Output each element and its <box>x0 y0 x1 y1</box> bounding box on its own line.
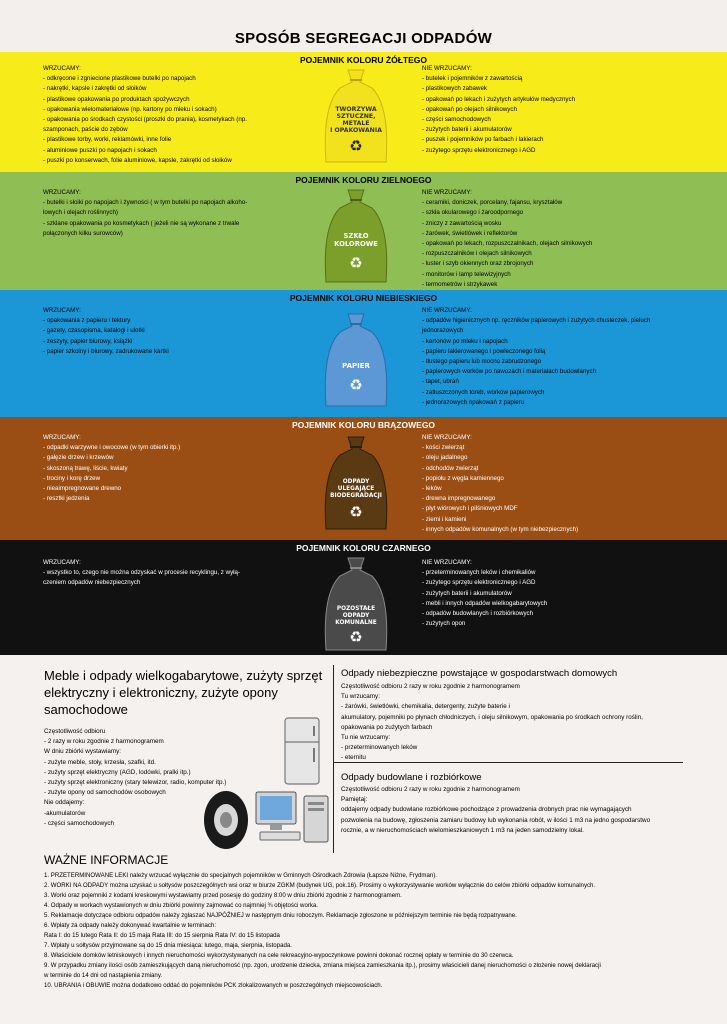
heading-line: samochodowe <box>44 702 128 717</box>
list-item: - trociny i korę drzew <box>43 474 101 482</box>
tire-icon <box>200 788 252 852</box>
list-item: - opakowania z papieru i tektury <box>43 317 131 325</box>
bag-label: PAPIER <box>342 362 370 370</box>
list-item: - resztki jedzenia <box>43 495 90 503</box>
bag-label: KOLOROWE <box>334 240 378 248</box>
list-item: - aluminiowe puszki po napojach i sokach <box>43 146 157 154</box>
throw-label: WRZUCAMY: <box>43 189 81 196</box>
black-bag-icon <box>320 554 392 656</box>
text-line: - zużyte meble, stoły, krzesła, szafki, itd. <box>44 758 156 766</box>
bag-label: ODPADY <box>342 613 370 619</box>
list-item: - zużytych opon <box>422 620 466 628</box>
section-green <box>0 172 727 290</box>
list-item: połączonych kilku surowców) <box>43 229 123 237</box>
green-bag-icon <box>320 186 392 288</box>
list-item: - plastikowe opakowania po produktach spożywczych <box>43 95 190 103</box>
text-line: Częstotliwość odbioru 2 razy w roku zgodnie z harmonogramem <box>341 683 520 690</box>
throw-label: WRZUCAMY: <box>43 307 81 314</box>
list-item: - butelki i słoiki po napojach i żywności ( w tym butelki po napojach alkoho- <box>43 199 248 207</box>
text-line: Pamiętaj: <box>341 796 368 804</box>
list-item: - plastikowych zabawek <box>422 85 487 93</box>
text-line: oddajemy odpady budowlane rozbiórkowe pochodzące z prowadzenia drobnych prac nie wymagających <box>341 806 632 814</box>
text-line: rocznie, a w nieruchomościach wielomieszkaniowych 1 m3 na jeden samodzielny lokal. <box>341 826 584 834</box>
no-throw-label: NIE WRZUCAMY: <box>422 559 472 566</box>
list-item: - opakowania wielomateriałowe (np. kartony po mleku i sokach) <box>43 105 217 113</box>
list-item: - odpadów higienicznych np. ręczników papierowych i zużytych chusteczek, pieluch <box>422 317 651 325</box>
list-item: 9. W przypadku zmiany ilości osób zamieszkujących daną nieruchomość (np. zgon, urodzenie dziecka, zmiana miejsca zamieszkania itp.), prosimy właścicieli danej nieruchomości o złożenie nowej deklaracji <box>44 962 601 969</box>
text-line: - 2 razy w roku zgodnie z harmonogramem <box>44 738 164 746</box>
list-item: - żarówek, świetlówek i reflektorów <box>422 229 518 237</box>
bag-label: BIODEGRADACJI <box>330 493 382 499</box>
no-throw-label: NIE WRZUCAMY: <box>422 65 472 72</box>
list-item: - wszystko to, czego nie można odzyskać w procesie recyklingu, z wyłą- <box>43 569 241 577</box>
bag-label: I OPAKOWANIA <box>330 127 382 134</box>
text-line: Tu nie wrzucamy: <box>341 734 391 742</box>
bag-label: ULEGAJĄCE <box>337 486 375 492</box>
info-list <box>44 871 714 991</box>
text-line: opakowania po zużytych farbach <box>341 723 433 731</box>
list-item: - szklane opakowania po kosmetykach ( jeżeli nie są wykonane z trwale <box>43 219 240 227</box>
throw-label: WRZUCAMY: <box>43 434 81 441</box>
list-item: - zeszyty, papier biurowy, książki <box>43 337 133 345</box>
bag-label: TWORZYWA <box>335 106 377 113</box>
list-item: - mebli i innych odpadów wielkogabarytowych <box>422 599 548 607</box>
list-item: - zatłuszczonych toreb, worków papierowych <box>422 388 545 396</box>
text-line: - zużyty sprzęt elektryczny (AGD, lodówki, pralki itp.) <box>44 768 191 776</box>
bulky-heading <box>44 667 329 718</box>
text-line: Częstotliwość odbioru 2 razy w roku zgodnie z harmonogramem <box>341 786 520 793</box>
no-throw-label: NIE WRZUCAMY: <box>422 434 472 441</box>
list-item: - monitorów i lamp telewizyjnych <box>422 270 511 278</box>
no-throw-label: NIE WRZUCAMY: <box>422 307 472 314</box>
throw-list <box>43 433 313 504</box>
no-throw-list <box>422 64 722 156</box>
section-header: POJEMNIK KOLORU ŻÓŁTEGO <box>299 55 428 65</box>
throw-label: WRZUCAMY: <box>43 65 81 72</box>
section-header: POJEMNIK KOLORU ZIELNOEGO <box>295 175 432 185</box>
list-item: - rozpuszczalników i olejach silnikowych <box>422 250 532 258</box>
blue-bag-icon <box>320 310 392 412</box>
throw-list <box>43 306 313 357</box>
list-item: szamponach, paście do zębów <box>43 126 128 134</box>
list-item: - papier szkolny i biurowy, zadrukowane kartki <box>43 347 169 355</box>
list-item: w terminie do 14 dni od nastąpienia zmiany. <box>44 972 163 979</box>
list-item: - zużytych baterii i akumulatorów <box>422 126 512 134</box>
text-line: pozwolenia na budowę, zgłoszenia zamiaru budowy lub wykonania robót, w ilości 1 m3 na jedno gospodarstwo <box>341 816 651 824</box>
list-item: - gazety, czasopisma, katalogi i ulotki <box>43 327 145 335</box>
list-item: - nieaimpregnowane drewno <box>43 485 122 493</box>
list-item: lowych i olejach roślinnych) <box>43 209 118 217</box>
list-item: - plastikowe torby, worki, reklamówki, inne folie <box>43 136 172 144</box>
list-item: - butelek i pojemników z zawartością <box>422 75 523 83</box>
list-item: - skoszoną trawę, liście, kwiaty <box>43 464 128 472</box>
list-item: - puszek i pojemników po farbach i lakierach <box>422 136 544 144</box>
list-item: - odchodów zwierząt <box>422 464 479 472</box>
throw-label: WRZUCAMY: <box>43 559 81 566</box>
section-header: POJEMNIK KOLORU NIEBIESKIEGO <box>289 293 438 303</box>
list-item: jednorazowych <box>422 327 464 335</box>
list-item: 4. Odpady w workach wystawionych w dniu zbiórki powinny zajmować co najmniej ¾ objętości worka. <box>44 902 319 909</box>
heading-line: elektryczny i elektroniczny, zużyte opony <box>44 685 278 700</box>
list-item: - ziemi i kamieni <box>422 515 467 523</box>
section-brown <box>0 417 727 540</box>
text-line: - eternitu <box>341 754 366 762</box>
list-item: 3. Worki oraz pojemniki z kodami kreskowymi wystawiamy przed posesję do godziny 8:00 w dniu zbiórki zgodnie z harmonogramem. <box>44 892 402 899</box>
list-item: - gałęzie drzew i krzewów <box>43 454 114 462</box>
heading-line: Meble i odpady wielkogabarytowe, zużyty sprzęt <box>44 668 323 683</box>
list-item: - ceramiki, doniczek, porcelany, fajansu, kryształów <box>422 199 563 207</box>
list-item: - odpadki warzywne i owocowe (w tym obierki itp.) <box>43 444 181 452</box>
list-item: - zużytego sprzętu elektronicznego i AGD <box>422 146 536 154</box>
text-line: - zużyty sprzęt elektroniczny (stary telewizor, radio, komputer itp.) <box>44 779 227 787</box>
text-line: akumulatory, pojemniki po płynach chłodniczych, i oleju silnikowym, opakowania po środkach ochrony roślin, <box>341 713 643 721</box>
list-item: - opakowań po olejach silnikowych <box>422 105 517 113</box>
fridge-icon <box>281 716 325 788</box>
list-item: - innych odpadów komunalnych (w tym niebezpiecznych) <box>422 525 579 533</box>
construction-details <box>341 785 716 836</box>
section-yellow <box>0 52 727 172</box>
list-item: - opakowania po środkach czystości (proszki do prania), kosmetykach (np. <box>43 116 247 124</box>
list-item: - zużytych baterii i akumulatorów <box>422 589 512 597</box>
list-item: - drewna impregnowanego <box>422 495 496 503</box>
throw-list <box>43 188 313 239</box>
text-line: Nie oddajemy: <box>44 799 85 807</box>
brown-bag-icon <box>320 433 392 535</box>
list-item: - popiołu z węgla kamiennego <box>422 474 504 482</box>
bag-label: SZKŁO <box>343 232 369 240</box>
computer-icon <box>254 788 332 846</box>
list-item: - zużytego sprzętu elektronicznego i AGD <box>422 579 536 587</box>
list-item: 6. Wpłaty za odpady należy dokonywać kwartalnie w terminach: <box>44 922 217 929</box>
text-line: - żarówki, świetlówki, chemikalia, detergenty, zużyte baterie i <box>341 703 510 711</box>
text-line: - części samochodowych <box>44 819 114 827</box>
no-throw-list <box>422 306 722 408</box>
list-item: - luster i szyb okiennych oraz zbrojonych <box>422 260 534 268</box>
text-line: Częstotliwość odbioru <box>44 728 106 735</box>
list-item: - papierowych worków po nawozach i materiałach budowlanych <box>422 368 597 376</box>
list-item: - kości zwierząt <box>422 444 465 452</box>
throw-list <box>43 64 313 166</box>
list-item: - oleju jadalnego <box>422 454 468 462</box>
no-throw-list <box>422 558 722 629</box>
recycle-icon: ♻ <box>349 255 363 272</box>
text-line: Tu wrzucamy: <box>341 693 380 701</box>
list-item: czeniem odpadów niebezpiecznych <box>43 579 141 587</box>
list-item: - części samochodowych <box>422 116 491 124</box>
recycle-icon: ♻ <box>349 629 363 646</box>
no-throw-list <box>422 433 722 535</box>
list-item: - zniczy z zawartością wosku <box>422 219 502 227</box>
page-title: SPOSÓB SEGREGACJI ODPADÓW <box>234 30 493 47</box>
list-item: 5. Reklamacje dotyczące odbioru odpadów należy zgłaszać NAJPÓŹNIEJ w następnym dniu roboczym. Reklamacje zgłoszone w późniejszym terminie nie będą rozpatrywane. <box>44 912 517 919</box>
list-item: - opakowań po lekach, rozpuszczalnikach, olejach silnikowych <box>422 240 593 248</box>
list-item: - tapet, ubrań <box>422 378 459 386</box>
hazardous-details <box>341 682 711 764</box>
construction-heading: Odpady budowlane i rozbiórkowe <box>341 772 482 783</box>
bag-label: SZTUCZNE, <box>336 113 376 120</box>
section-black <box>0 540 727 655</box>
list-item: - jednorazowych opakowań z papieru <box>422 398 525 406</box>
list-item: - nakrętki, kapsle i zakrętki od słoików <box>43 85 147 93</box>
list-item: - leków <box>422 485 442 493</box>
bag-label: METALE <box>342 120 370 127</box>
list-item: 10. UBRANIA i OBUWIE można dodatkowo oddać do pojemników PCK zlokalizowanych w poszczególnych miejscowościach. <box>44 982 383 989</box>
hazardous-heading: Odpady niebezpieczne powstające w gospodarstwach domowych <box>341 668 618 679</box>
list-item: 2. WORKI NA ODPADY można uzyskać u sołtysów poszczególnych wsi oraz w biurze ZGKM (budynek UG, pok.16). Prosimy o wykorzystywanie worków wyłącznie do celów zbiórki odpadów komunalnych. <box>44 882 596 889</box>
info-heading: WAŻNE INFORMACJE <box>44 853 169 867</box>
list-item: 7. Wpłaty u sołtysów przyjmowane są do 15 dnia miesiąca: lutego, maja, sierpnia, listopada. <box>44 942 292 949</box>
section-header: POJEMNIK KOLORU CZARNEGO <box>296 543 431 553</box>
recycle-icon: ♻ <box>349 377 363 394</box>
text-line: - zużyte opony od samochodów osobowych <box>44 789 166 797</box>
bag-label: KOMUNALNE <box>335 620 377 626</box>
list-item: 8. Właściciele domków letniskowych i innych nieruchomości wykorzystywanych na cele rekreacyjno-wypoczynkowe powinni dokonać rocznej opłaty w terminie do 30 czerwca. <box>44 952 514 959</box>
list-item: - szkła okularowego i żaroodpornego <box>422 209 524 217</box>
list-item: - odpadów budowlanych i rozbiórkowych <box>422 610 534 618</box>
section-header: POJEMNIK KOLORU BRĄZOWEGO <box>291 420 436 430</box>
bag-label: POZOSTAŁE <box>336 606 376 612</box>
list-item: Rata I: do 15 lutego Rata II: do 15 maja Rata III: do 15 sierpnia Rata IV: do 15 listopada <box>44 932 280 939</box>
recycle-icon: ♻ <box>349 504 363 521</box>
list-item: - przeterminowanych leków i chemikaliów <box>422 569 536 577</box>
bag-label: ODPADY <box>342 479 370 485</box>
list-item: - odkręcone i zgniecione plastikowe butelki po napojach <box>43 75 196 83</box>
list-item: - tłustego papieru lub mocno zabrudzonego <box>422 358 542 366</box>
list-item: - papieru lakierowanego i powleczonego folią <box>422 347 546 355</box>
list-item: - kartonów po mleku i napojach <box>422 337 508 345</box>
yellow-bag-icon <box>320 66 392 168</box>
list-item: - puszki po konserwach, folie aluminiowe, kapsle, zakrętki od słoików <box>43 156 232 164</box>
recycle-icon: ♻ <box>349 138 363 155</box>
text-line: -akumulatorów <box>44 809 86 817</box>
no-throw-list <box>422 188 722 290</box>
list-item: 1. PRZETERMINOWANE LEKI należy wrzucać wyłącznie do specjalnych pojemników w Gminnych Ośrodkach Zdrowia (Łapsze Niżne, Frydman). <box>44 872 437 879</box>
list-item: - termometrów i strzykawek <box>422 280 498 288</box>
list-item: - płyt wiórowych i pilśniowych MDF <box>422 505 518 513</box>
no-throw-label: NIE WRZUCAMY: <box>422 189 472 196</box>
list-item: - opakowań po lekach i zużytych artykułów medycznych <box>422 95 576 103</box>
throw-list <box>43 558 313 589</box>
divider <box>333 665 334 853</box>
text-line: - przeterminowanych leków <box>341 744 418 752</box>
section-blue <box>0 290 727 417</box>
text-line: W dniu zbiórki wystawiamy: <box>44 748 121 756</box>
